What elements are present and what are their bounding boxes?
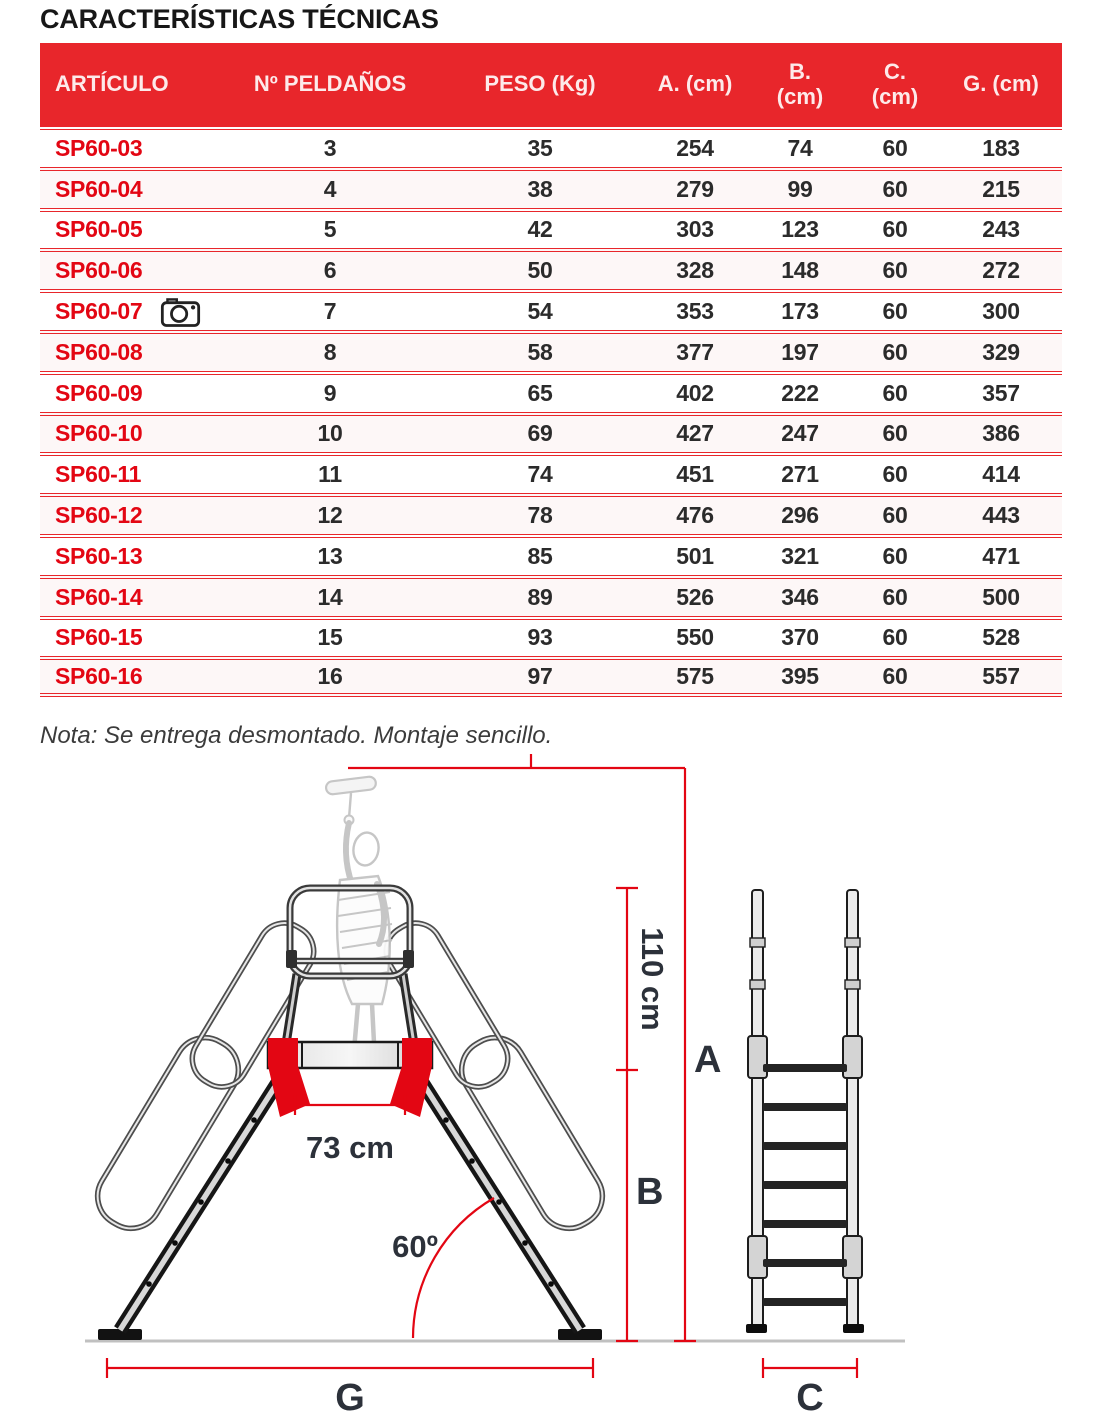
cell-a: 575 [676, 663, 714, 690]
page-title: CARACTERÍSTICAS TÉCNICAS [40, 4, 439, 34]
cell-a: 501 [676, 542, 714, 569]
col-header-peso: PESO (Kg) [484, 71, 596, 97]
cell-peldanos: 5 [323, 216, 337, 243]
cell-c: 60 [882, 257, 908, 284]
cell-b: 99 [787, 175, 813, 202]
cell-peso: 50 [527, 257, 553, 284]
cell-b: 148 [781, 257, 819, 284]
dim-label-g: G [335, 1377, 365, 1419]
dimension-lines [107, 754, 857, 1378]
col-header-g: G. (cm) [963, 71, 1039, 97]
cell-g: 471 [982, 542, 1020, 569]
cell-peso: 78 [527, 502, 553, 529]
cell-peso: 65 [527, 379, 553, 406]
cell-peldanos: 11 [318, 461, 342, 488]
article-code: SP60-13 [55, 542, 143, 569]
cell-a: 550 [676, 624, 714, 651]
cell-c: 60 [882, 379, 908, 406]
cell-a: 303 [676, 216, 714, 243]
cell-b: 370 [781, 624, 819, 651]
cell-peso: 38 [527, 175, 553, 202]
cell-b: 321 [781, 542, 819, 569]
cell-peldanos: 8 [323, 338, 337, 365]
assembly-note: Nota: Se entrega desmontado. Montaje sencillo. [40, 722, 553, 749]
cell-peso: 85 [527, 542, 553, 569]
cell-g: 386 [982, 420, 1020, 447]
cell-b: 123 [781, 216, 819, 243]
cell-g: 357 [982, 379, 1020, 406]
cell-a: 526 [676, 583, 714, 610]
cell-peso: 89 [527, 583, 553, 610]
cell-c: 60 [882, 542, 908, 569]
cell-peldanos: 13 [317, 542, 343, 569]
cell-b: 74 [787, 134, 813, 161]
cell-c: 60 [882, 216, 908, 243]
col-header-c: C. (cm) [871, 58, 919, 109]
cell-b: 247 [781, 420, 819, 447]
article-code: SP60-07 [55, 298, 143, 325]
col-header-articulo: ARTÍCULO [55, 71, 169, 97]
cell-c: 60 [882, 624, 908, 651]
dim-label-110cm: 110 cm [635, 927, 670, 1031]
cell-peso: 42 [527, 216, 553, 243]
article-code: SP60-11 [55, 461, 142, 488]
cell-b: 197 [781, 338, 819, 365]
cell-c: 60 [882, 134, 908, 161]
dim-label-a: A [694, 1039, 722, 1081]
cell-b: 271 [781, 461, 819, 488]
cell-c: 60 [882, 663, 908, 690]
cell-a: 402 [676, 379, 714, 406]
cell-peso: 69 [527, 420, 553, 447]
cell-peldanos: 12 [317, 502, 343, 529]
col-header-peldanos: Nº PELDAÑOS [253, 71, 407, 97]
article-code: SP60-04 [55, 175, 143, 202]
article-code: SP60-12 [55, 502, 143, 529]
dim-label-73cm: 73 cm [306, 1130, 394, 1165]
cell-a: 451 [676, 461, 714, 488]
cell-peldanos: 15 [317, 624, 343, 651]
cell-peso: 93 [527, 624, 553, 651]
article-code: SP60-05 [55, 216, 143, 243]
article-code: SP60-14 [55, 583, 143, 610]
cell-c: 60 [882, 502, 908, 529]
col-header-a: A. (cm) [657, 71, 733, 97]
cell-a: 254 [676, 134, 714, 161]
cell-g: 272 [982, 257, 1020, 284]
cell-peldanos: 9 [323, 379, 337, 406]
cell-peso: 97 [527, 663, 553, 690]
cell-a: 353 [676, 298, 714, 325]
dim-label-c: C [796, 1377, 824, 1419]
cell-peldanos: 6 [323, 257, 337, 284]
dim-label-60deg: 60º [392, 1229, 438, 1264]
article-code: SP60-16 [55, 663, 143, 690]
ladder-rungs [763, 1064, 847, 1306]
cell-g: 500 [982, 583, 1020, 610]
front-view-ladder [746, 890, 864, 1333]
cell-peldanos: 14 [317, 583, 343, 610]
cell-peso: 54 [527, 298, 553, 325]
article-code: SP60-06 [55, 257, 143, 284]
cell-c: 60 [882, 420, 908, 447]
cell-c: 60 [882, 583, 908, 610]
cell-g: 300 [982, 298, 1020, 325]
cell-a: 377 [676, 338, 714, 365]
article-code: SP60-15 [55, 624, 143, 651]
cell-peldanos: 3 [323, 134, 337, 161]
cell-b: 222 [781, 379, 819, 406]
cell-peso: 35 [527, 134, 553, 161]
cell-c: 60 [882, 338, 908, 365]
cell-peldanos: 4 [323, 175, 337, 202]
cell-c: 60 [882, 175, 908, 202]
cell-peldanos: 10 [317, 420, 343, 447]
cell-peso: 74 [527, 461, 553, 488]
cell-c: 60 [882, 461, 908, 488]
col-header-b: B. (cm) [776, 58, 824, 109]
cell-g: 215 [982, 175, 1020, 202]
cell-peso: 58 [527, 338, 553, 365]
cell-g: 414 [982, 461, 1020, 488]
cell-g: 329 [982, 338, 1020, 365]
article-code: SP60-08 [55, 338, 143, 365]
cell-a: 476 [676, 502, 714, 529]
cell-a: 279 [676, 175, 714, 202]
cell-a: 427 [676, 420, 714, 447]
cell-c: 60 [882, 298, 908, 325]
article-code: SP60-09 [55, 379, 143, 406]
cell-peldanos: 16 [317, 663, 343, 690]
dim-label-b: B [636, 1171, 664, 1213]
aframe-ladder-illustration [86, 776, 613, 1340]
cell-b: 173 [781, 298, 819, 325]
cell-b: 346 [781, 583, 819, 610]
article-code: SP60-03 [55, 134, 143, 161]
cell-a: 328 [676, 257, 714, 284]
cell-b: 395 [781, 663, 819, 690]
cell-g: 243 [982, 216, 1020, 243]
cell-peldanos: 7 [323, 298, 337, 325]
cell-g: 528 [982, 624, 1020, 651]
person-figure [325, 776, 392, 1062]
cell-g: 557 [982, 663, 1020, 690]
article-code: SP60-10 [55, 420, 143, 447]
cell-b: 296 [781, 502, 819, 529]
cell-g: 183 [982, 134, 1020, 161]
cell-g: 443 [982, 502, 1020, 529]
